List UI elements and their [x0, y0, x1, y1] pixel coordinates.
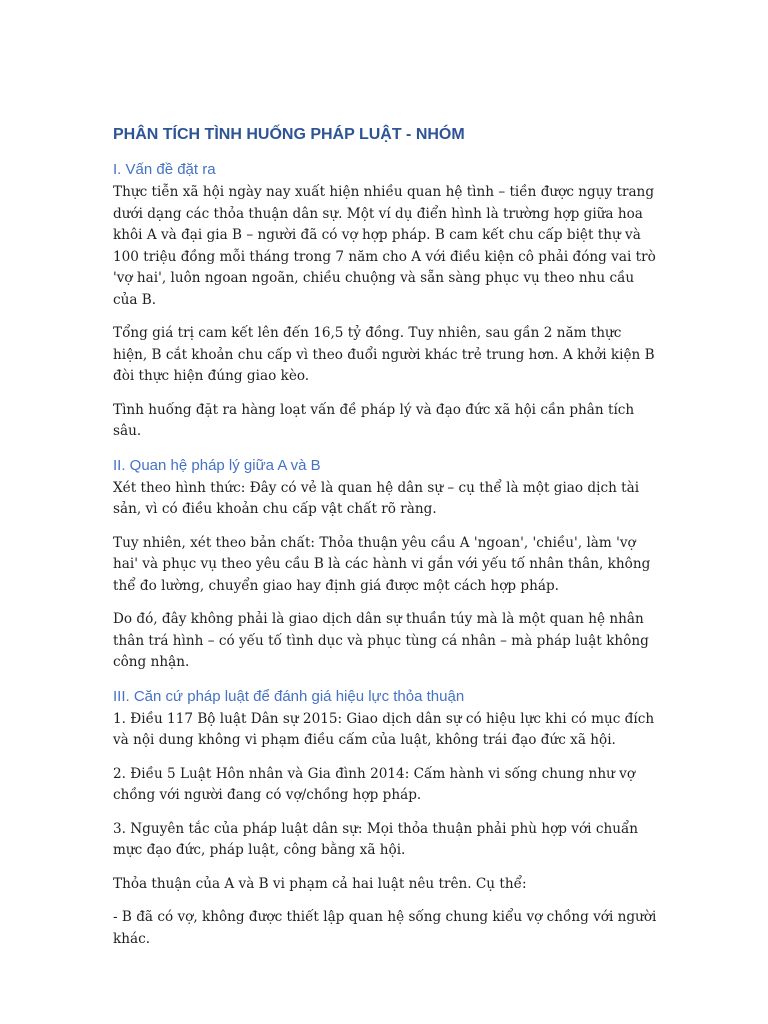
paragraph: Thực tiễn xã hội ngày nay xuất hiện nhiều quan hệ tình – tiền được ngụy trang dưới dạng các thỏa thuận dân sự. Một ví dụ điển hình là trường hợp giữa hoa khôi A và đại gia B – người đã có vợ hợp pháp. B cam kết chu cấp biệt thự và 100 triệu đồng mỗi tháng trong 7 năm cho A với điều kiện cô phải đóng vai trò 'vợ hai', luôn ngoan ngoãn, chiều chuộng và sẵn sàng phục vụ theo nhu cầu của B.	[113, 184, 656, 308]
document-body	[113, 124, 658, 962]
section-heading: I. Vấn đề đặt ra	[113, 161, 216, 178]
document-title: PHÂN TÍCH TÌNH HUỐNG PHÁP LUẬT - NHÓM	[113, 126, 465, 143]
paragraph: - B đã có vợ, không được thiết lập quan hệ sống chung kiểu vợ chồng với người khác.	[113, 909, 657, 947]
section-heading: II. Quan hệ pháp lý giữa A và B	[113, 456, 321, 474]
section-3	[113, 686, 658, 951]
section-2	[113, 455, 658, 674]
paragraph: 3. Nguyên tắc của pháp luật dân sự: Mọi thỏa thuận phải phù hợp với chuẩn mực đạo đức, pháp luật, công bằng xã hội.	[113, 820, 639, 858]
paragraph: Thỏa thuận của A và B vi phạm cả hai luật nêu trên. Cụ thể:	[113, 875, 527, 892]
paragraph: Do đó, đây không phải là giao dịch dân sự thuần túy mà là một quan hệ nhân thân trá hình – có yếu tố tình dục và phục tùng cá nhân – mà pháp luật không công nhận.	[113, 611, 649, 670]
paragraph: Tổng giá trị cam kết lên đến 16,5 tỷ đồng. Tuy nhiên, sau gần 2 năm thực hiện, B cắt khoản chu cấp vì theo đuổi người khác trẻ trung hơn. A khởi kiện B đòi thực hiện đúng giao kèo.	[113, 325, 655, 384]
paragraph: 1. Điều 117 Bộ luật Dân sự 2015: Giao dịch dân sự có hiệu lực khi có mục đích và nội dung không vi phạm điều cấm của luật, không trái đạo đức xã hội.	[113, 710, 655, 748]
paragraph: 2. Điều 5 Luật Hôn nhân và Gia đình 2014: Cấm hành vi sống chung như vợ chồng với người đang có vợ/chồng hợp pháp.	[113, 765, 636, 803]
paragraph: Tình huống đặt ra hàng loạt vấn đề pháp lý và đạo đức xã hội cần phân tích sâu.	[113, 401, 635, 439]
section-1	[113, 159, 658, 443]
paragraph: Tuy nhiên, xét theo bản chất: Thỏa thuận yêu cầu A 'ngoan', 'chiều', làm 'vợ hai' và phục vụ theo yêu cầu B là các hành vi gắn với yếu tố nhân thân, không thể đo lường, chuyển giao hay định giá được một cách hợp pháp.	[113, 534, 651, 594]
paragraph: Xét theo hình thức: Đây có vẻ là quan hệ dân sự – cụ thể là một giao dịch tài sản, vì có điều khoản chu cấp vật chất rõ ràng.	[113, 479, 640, 517]
section-heading: III. Căn cứ pháp luật để đánh giá hiệu lực thỏa thuận	[113, 687, 465, 705]
